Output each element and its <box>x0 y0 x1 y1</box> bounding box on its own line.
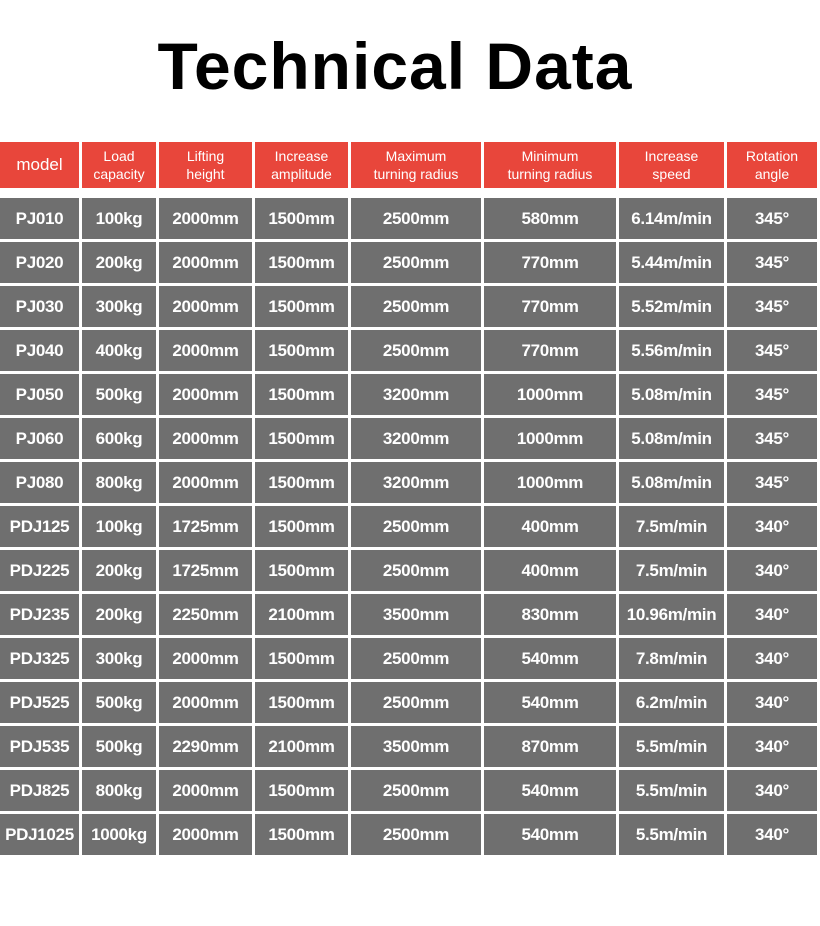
table-row <box>0 726 817 767</box>
cell-min-turning-radius: 1000mm <box>484 374 616 415</box>
cell-increase-amplitude: 1500mm <box>255 286 348 327</box>
cell-load-capacity: 400kg <box>82 330 156 371</box>
cell-rotation-angle: 345° <box>727 330 817 371</box>
cell-rotation-angle: 345° <box>727 286 817 327</box>
cell-lifting-height: 2000mm <box>159 814 252 855</box>
cell-increase-amplitude: 1500mm <box>255 814 348 855</box>
cell-rotation-angle: 345° <box>727 462 817 503</box>
cell-model: PDJ225 <box>0 550 79 591</box>
cell-max-turning-radius: 2500mm <box>351 550 481 591</box>
table-row <box>0 814 817 855</box>
cell-min-turning-radius: 540mm <box>484 682 616 723</box>
table-row <box>0 682 817 723</box>
table-row <box>0 330 817 371</box>
header-load-capacity: Load capacity <box>82 142 156 188</box>
cell-model: PJ010 <box>0 198 79 239</box>
cell-increase-amplitude: 1500mm <box>255 462 348 503</box>
header-rotation-angle: Rotation angle <box>727 142 817 188</box>
cell-lifting-height: 2000mm <box>159 198 252 239</box>
cell-max-turning-radius: 3200mm <box>351 374 481 415</box>
cell-increase-speed: 5.56m/min <box>619 330 724 371</box>
cell-lifting-height: 2250mm <box>159 594 252 635</box>
cell-model: PJ060 <box>0 418 79 459</box>
cell-load-capacity: 200kg <box>82 242 156 283</box>
cell-max-turning-radius: 2500mm <box>351 506 481 547</box>
table-header-row <box>0 142 817 188</box>
cell-max-turning-radius: 2500mm <box>351 286 481 327</box>
table-row <box>0 242 817 283</box>
cell-increase-speed: 5.44m/min <box>619 242 724 283</box>
cell-max-turning-radius: 2500mm <box>351 814 481 855</box>
cell-rotation-angle: 340° <box>727 726 817 767</box>
cell-increase-speed: 5.08m/min <box>619 462 724 503</box>
cell-increase-speed: 7.5m/min <box>619 506 724 547</box>
table-row <box>0 770 817 811</box>
cell-load-capacity: 500kg <box>82 726 156 767</box>
cell-rotation-angle: 345° <box>727 418 817 459</box>
cell-min-turning-radius: 540mm <box>484 638 616 679</box>
table-row <box>0 198 817 239</box>
cell-min-turning-radius: 770mm <box>484 330 616 371</box>
cell-min-turning-radius: 770mm <box>484 242 616 283</box>
cell-max-turning-radius: 3500mm <box>351 594 481 635</box>
cell-lifting-height: 2000mm <box>159 462 252 503</box>
cell-increase-amplitude: 1500mm <box>255 330 348 371</box>
cell-increase-amplitude: 1500mm <box>255 638 348 679</box>
cell-load-capacity: 100kg <box>82 506 156 547</box>
cell-min-turning-radius: 540mm <box>484 770 616 811</box>
cell-max-turning-radius: 2500mm <box>351 770 481 811</box>
cell-lifting-height: 2000mm <box>159 682 252 723</box>
cell-model: PDJ525 <box>0 682 79 723</box>
cell-model: PJ050 <box>0 374 79 415</box>
header-min-turning-radius: Minimum turning radius <box>484 142 616 188</box>
cell-model: PDJ235 <box>0 594 79 635</box>
cell-lifting-height: 1725mm <box>159 550 252 591</box>
cell-model: PDJ125 <box>0 506 79 547</box>
table-row <box>0 374 817 415</box>
cell-lifting-height: 2000mm <box>159 770 252 811</box>
cell-increase-amplitude: 2100mm <box>255 726 348 767</box>
cell-increase-amplitude: 1500mm <box>255 374 348 415</box>
cell-min-turning-radius: 400mm <box>484 550 616 591</box>
cell-increase-speed: 5.5m/min <box>619 814 724 855</box>
cell-lifting-height: 2000mm <box>159 374 252 415</box>
cell-increase-speed: 7.8m/min <box>619 638 724 679</box>
cell-rotation-angle: 345° <box>727 198 817 239</box>
cell-model: PJ080 <box>0 462 79 503</box>
cell-rotation-angle: 340° <box>727 594 817 635</box>
cell-lifting-height: 1725mm <box>159 506 252 547</box>
table-row <box>0 638 817 679</box>
cell-increase-amplitude: 1500mm <box>255 198 348 239</box>
cell-increase-amplitude: 1500mm <box>255 550 348 591</box>
cell-increase-amplitude: 1500mm <box>255 418 348 459</box>
cell-model: PDJ535 <box>0 726 79 767</box>
cell-rotation-angle: 345° <box>727 374 817 415</box>
cell-increase-amplitude: 2100mm <box>255 594 348 635</box>
cell-rotation-angle: 340° <box>727 506 817 547</box>
table-row <box>0 594 817 635</box>
cell-rotation-angle: 340° <box>727 638 817 679</box>
cell-increase-speed: 6.2m/min <box>619 682 724 723</box>
cell-load-capacity: 200kg <box>82 594 156 635</box>
cell-lifting-height: 2000mm <box>159 638 252 679</box>
cell-lifting-height: 2000mm <box>159 418 252 459</box>
cell-load-capacity: 200kg <box>82 550 156 591</box>
cell-increase-amplitude: 1500mm <box>255 242 348 283</box>
cell-min-turning-radius: 1000mm <box>484 462 616 503</box>
cell-lifting-height: 2000mm <box>159 286 252 327</box>
cell-lifting-height: 2000mm <box>159 330 252 371</box>
technical-data-table <box>0 139 820 858</box>
cell-load-capacity: 1000kg <box>82 814 156 855</box>
header-increase-amplitude: Increase amplitude <box>255 142 348 188</box>
cell-increase-speed: 6.14m/min <box>619 198 724 239</box>
cell-increase-amplitude: 1500mm <box>255 506 348 547</box>
header-lifting-height: Lifting height <box>159 142 252 188</box>
cell-min-turning-radius: 1000mm <box>484 418 616 459</box>
cell-max-turning-radius: 3500mm <box>351 726 481 767</box>
table-row <box>0 418 817 459</box>
cell-max-turning-radius: 2500mm <box>351 242 481 283</box>
cell-model: PDJ1025 <box>0 814 79 855</box>
cell-increase-speed: 10.96m/min <box>619 594 724 635</box>
cell-increase-amplitude: 1500mm <box>255 770 348 811</box>
cell-increase-speed: 5.08m/min <box>619 374 724 415</box>
cell-lifting-height: 2290mm <box>159 726 252 767</box>
cell-increase-speed: 5.52m/min <box>619 286 724 327</box>
cell-model: PDJ325 <box>0 638 79 679</box>
cell-rotation-angle: 340° <box>727 814 817 855</box>
cell-load-capacity: 100kg <box>82 198 156 239</box>
cell-min-turning-radius: 400mm <box>484 506 616 547</box>
cell-max-turning-radius: 3200mm <box>351 418 481 459</box>
cell-lifting-height: 2000mm <box>159 242 252 283</box>
cell-max-turning-radius: 3200mm <box>351 462 481 503</box>
table-row <box>0 550 817 591</box>
cell-rotation-angle: 340° <box>727 770 817 811</box>
cell-max-turning-radius: 2500mm <box>351 330 481 371</box>
cell-load-capacity: 600kg <box>82 418 156 459</box>
table-row <box>0 506 817 547</box>
table-row <box>0 286 817 327</box>
cell-min-turning-radius: 540mm <box>484 814 616 855</box>
table-row <box>0 462 817 503</box>
cell-model: PJ040 <box>0 330 79 371</box>
header-model: model <box>0 142 79 188</box>
cell-increase-speed: 7.5m/min <box>619 550 724 591</box>
cell-load-capacity: 300kg <box>82 286 156 327</box>
cell-min-turning-radius: 870mm <box>484 726 616 767</box>
cell-load-capacity: 800kg <box>82 770 156 811</box>
page-title: Technical Data <box>157 29 633 103</box>
cell-min-turning-radius: 830mm <box>484 594 616 635</box>
cell-max-turning-radius: 2500mm <box>351 638 481 679</box>
header-increase-speed: Increase speed <box>619 142 724 188</box>
cell-rotation-angle: 345° <box>727 242 817 283</box>
header-max-turning-radius: Maximum turning radius <box>351 142 481 188</box>
cell-model: PDJ825 <box>0 770 79 811</box>
cell-rotation-angle: 340° <box>727 682 817 723</box>
cell-model: PJ030 <box>0 286 79 327</box>
cell-max-turning-radius: 2500mm <box>351 682 481 723</box>
cell-increase-speed: 5.5m/min <box>619 770 724 811</box>
cell-increase-speed: 5.08m/min <box>619 418 724 459</box>
cell-rotation-angle: 340° <box>727 550 817 591</box>
cell-min-turning-radius: 770mm <box>484 286 616 327</box>
cell-load-capacity: 500kg <box>82 682 156 723</box>
cell-max-turning-radius: 2500mm <box>351 198 481 239</box>
cell-increase-speed: 5.5m/min <box>619 726 724 767</box>
cell-load-capacity: 300kg <box>82 638 156 679</box>
cell-model: PJ020 <box>0 242 79 283</box>
cell-increase-amplitude: 1500mm <box>255 682 348 723</box>
cell-load-capacity: 500kg <box>82 374 156 415</box>
cell-load-capacity: 800kg <box>82 462 156 503</box>
header-spacer <box>0 191 817 195</box>
cell-min-turning-radius: 580mm <box>484 198 616 239</box>
